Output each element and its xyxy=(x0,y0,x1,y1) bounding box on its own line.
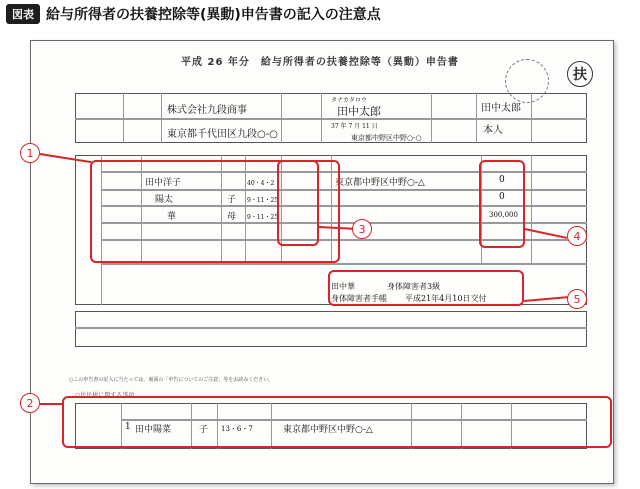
form-stamp-icon: 扶 xyxy=(567,61,593,87)
figure-caption xyxy=(6,4,381,24)
junior-birth: 13・6・7 xyxy=(221,425,253,433)
notes-section xyxy=(69,376,579,384)
dependent-relation: 子 xyxy=(227,195,237,205)
section2-label: ○住民税に関する事項 xyxy=(75,392,135,399)
dependent-birth: 9・11・25 xyxy=(247,197,279,204)
annotation-marker: 2 xyxy=(20,393,40,413)
householder-name: 田中太郎 xyxy=(481,103,521,114)
junior-address: 東京都中野区中野○-△ xyxy=(283,425,373,435)
dependent-income: 0 xyxy=(499,175,505,185)
disability-issued: 平成21年4月10日交付 xyxy=(405,294,487,303)
applicant-name: 田中太郎 xyxy=(337,105,381,118)
dependent-address: 東京都中野区中野○-△ xyxy=(335,178,425,188)
disability-person: 田中華 xyxy=(331,282,355,291)
annotation-box-5 xyxy=(328,270,524,306)
junior-name: 田中陽菜 xyxy=(135,425,172,435)
annotation-marker: 1 xyxy=(20,143,40,163)
figure-title: 給与所得者の扶養控除等(異動)申告書の記入の注意点 xyxy=(46,7,381,23)
annotation-marker: 3 xyxy=(352,219,372,239)
annotation-marker: 5 xyxy=(567,289,587,309)
birth-date: 37 年 7 月 11 日 xyxy=(331,123,378,130)
other-deductions-table xyxy=(75,311,587,347)
dependent-name: 陽太 xyxy=(155,195,174,205)
dependent-name: 華 xyxy=(167,212,177,222)
annotation-marker: 4 xyxy=(567,226,587,246)
furigana: タナカタロウ xyxy=(331,97,367,104)
applicant-address: 東京都中野区中野○-○ xyxy=(351,134,422,142)
form-title: 平成 26 年分 給与所得者の扶養控除等（異動）申告書 xyxy=(181,57,459,68)
annotation-box-4 xyxy=(479,160,525,248)
annotation-box-2 xyxy=(62,396,612,448)
employer-address: 東京都千代田区九段○-○ xyxy=(167,129,278,140)
disability-grade: 身体障害者3級 xyxy=(387,282,441,291)
notes-title: ○この申告書の記入に当たっては、裏面の「申告についてのご注意」等をお読みください。 xyxy=(69,377,274,383)
annotation-box-3 xyxy=(277,160,319,246)
dependent-name: 田中洋子 xyxy=(145,178,182,188)
junior-relation: 子 xyxy=(199,425,209,435)
dependent-birth: 9・11・25 xyxy=(247,214,279,221)
employer-name: 株式会社九段商事 xyxy=(167,105,247,116)
dependent-relation: 母 xyxy=(227,212,237,222)
dependent-income: 0 xyxy=(499,192,505,202)
dependent-birth: 40・4・2 xyxy=(247,180,275,187)
dependent-income: 300,000 xyxy=(489,211,518,219)
relationship: 本人 xyxy=(483,125,503,136)
disability-certificate: 身体障害者手帳 xyxy=(331,294,387,303)
junior-index: 1 xyxy=(125,422,131,432)
figure-badge: 図表 xyxy=(6,4,40,24)
leader-line xyxy=(40,403,63,405)
